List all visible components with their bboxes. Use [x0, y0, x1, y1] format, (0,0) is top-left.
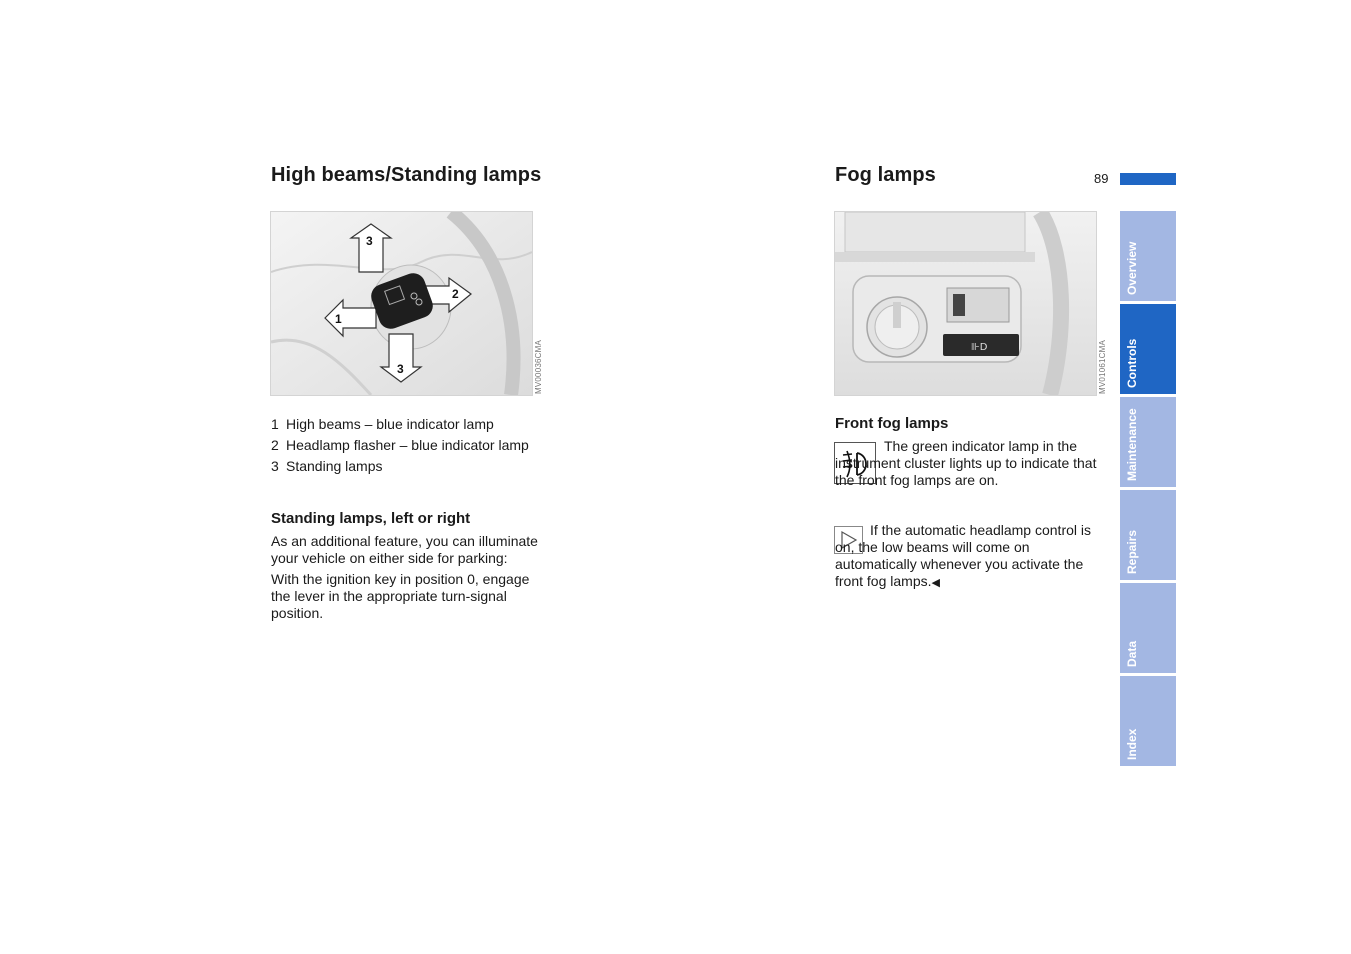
high-beams-heading: High beams/Standing lamps	[271, 164, 542, 186]
tab-overview[interactable]: Overview	[1120, 211, 1176, 301]
fog-lamp-text: The green indicator lamp in the instrument cluster lights up to indicate that the front fog lamps are on.	[835, 438, 1097, 488]
fog-switch-figure	[834, 211, 1097, 396]
standing-lamps-subheading: Standing lamps, left or right	[271, 510, 471, 527]
left-figure-code: MV00036CMA	[534, 339, 543, 394]
legend-list	[271, 416, 531, 479]
figure-label-2: 2	[452, 287, 459, 301]
paragraph: With the ignition key in position 0, engage the lever in the appropriate turn-signal position.	[271, 571, 530, 621]
legend-item: 3 Standing lamps	[271, 458, 383, 474]
figure-label-3-bottom: 3	[397, 362, 404, 376]
figure-label-3-top: 3	[366, 234, 373, 248]
light-switch-illustration	[835, 212, 1096, 395]
paragraph: As an additional feature, you can illuminate your vehicle on either side for parking:	[271, 533, 538, 566]
legend-item: 2 Headlamp flasher – blue indicator lamp	[271, 437, 529, 453]
lever-illustration	[271, 212, 532, 395]
legend-item: 1 High beams – blue indicator lamp	[271, 416, 494, 432]
tab-repairs[interactable]: Repairs	[1120, 490, 1176, 580]
section-tabs	[1120, 211, 1176, 769]
lever-figure	[270, 211, 533, 396]
tab-maintenance[interactable]: Maintenance	[1120, 397, 1176, 487]
fog-lamps-heading: Fog lamps	[835, 164, 936, 186]
end-mark-icon: ◀	[931, 577, 940, 589]
page-number: 89	[1094, 171, 1109, 186]
figure-label-1: 1	[335, 312, 342, 326]
svg-text:⊪D: ⊪D	[971, 342, 988, 353]
tab-data[interactable]: Data	[1120, 583, 1176, 673]
standing-lamps-text	[271, 533, 543, 626]
front-fog-subheading: Front fog lamps	[835, 415, 949, 432]
tab-controls[interactable]: Controls	[1120, 304, 1176, 394]
right-figure-code: MV01061CMA	[1098, 339, 1107, 394]
page-bar	[1120, 173, 1176, 185]
tab-index[interactable]: Index	[1120, 676, 1176, 766]
note-text: If the automatic headlamp control is on, the low beams will come on automatically whenever you activate the front fog lamps.◀	[835, 522, 1092, 589]
